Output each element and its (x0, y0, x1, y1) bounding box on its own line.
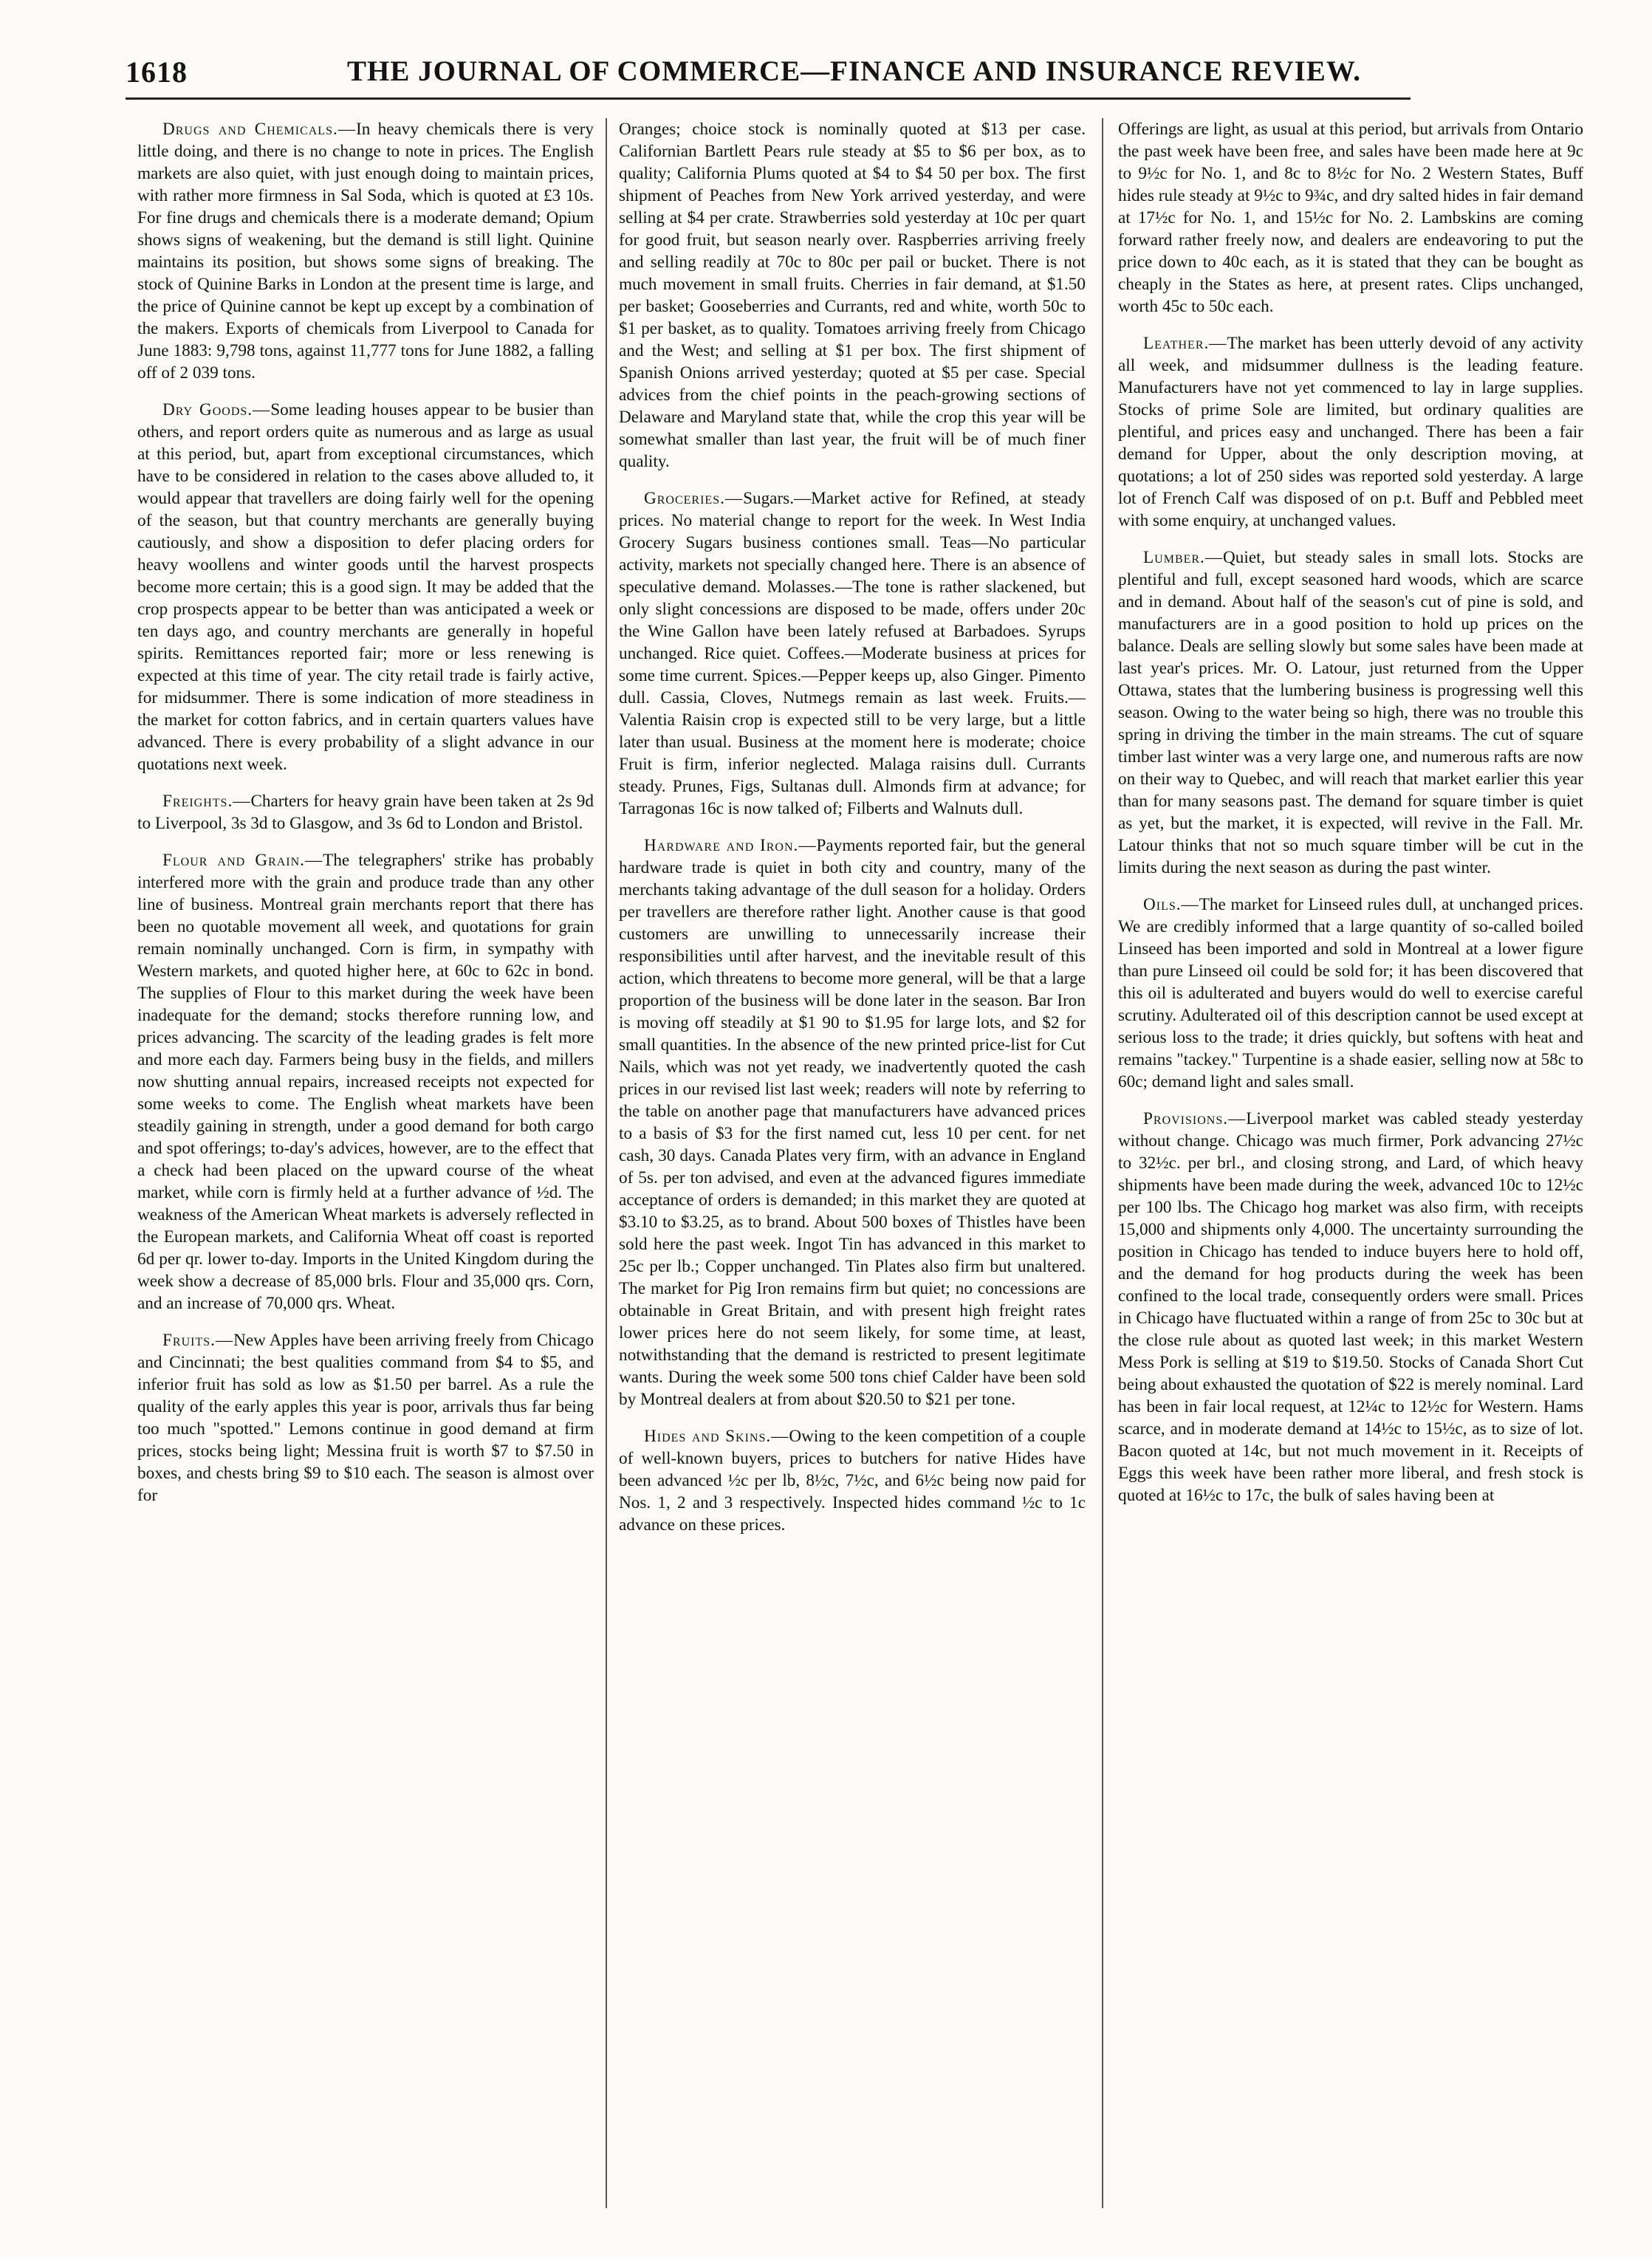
article-body: Owing to the keen competition of a couple of well-known buyers, prices to butchers for native Hides have been advanced ½c per lb, 8½c, 7½c, and 6½c being now paid for Nos. 1, 2 and 3 respectively. Inspected hides command ½c to 1c advance on these prices. (619, 1427, 1086, 1535)
article-heading: Fruits.— (162, 1331, 234, 1350)
article-body: The telegraphers' strike has probably interfered more with the grain and produce trade than any other line of business. Montreal grain merchants report that there has been no quotable movement all week, and quotations for grain remain nominally unchanged. Corn is firm, in sympathy with Western markets, and quoted higher here, at 60c to 62c in bond. The supplies of Flour to this market during the week have been inadequate for the demand; stocks therefore running low, and prices advancing. The scarcity of the leading grades is felt more and more each day. Farmers being busy in the fields, and millers now shutting annual repairs, increased receipts not expected for some weeks to come. The English wheat markets have been steadily gaining in strength, under a good demand for both cargo and spot offerings; to-day's advices, however, are to the effect that a check had been placed on the upward course of the wheat market, while corn is firmly held at a further advance of ½d. The weakness of the American Wheat markets is adversely reflected in the European markets, and California Wheat off coast is reported 6d per qr. lower to-day. Imports in the United Kingdom during the week show a decrease of 85,000 brls. Flour and 35,000 qrs. Corn, and an increase of 70,000 qrs. Wheat. (137, 851, 594, 1313)
article-heading: Hardware and Iron.— (644, 836, 817, 855)
article-heading: Leather.— (1143, 334, 1227, 353)
article-hides-continued (1118, 118, 1583, 318)
column-3 (1118, 118, 1583, 2208)
article-provisions (1118, 1108, 1583, 1506)
article-body: Charters for heavy grain have been taken at 2s 9d to Liverpool, 3s 3d to Glasgow, and 3s 6d to London and Bristol. (137, 792, 594, 833)
article-heading: Freights.— (162, 792, 251, 811)
article-hides-and-skins (619, 1425, 1086, 1536)
article-fruits-continued (619, 118, 1086, 473)
article-body: Payments reported fair, but the general hardware trade is quiet in both city and country, many of the merchants taking advantage of the dull season for a holiday. Orders per travellers are therefore rather light. Another cause is that good customers are unwilling to unnecessarily increase their responsibilities until after harvest, and the inevitable result of this action, which threatens to become more general, will be that a large proportion of the business will be done later in the season. Bar Iron is moving off steadily at $1 90 to $1.95 for large lots, and $2 for small quantities. In the absence of the new printed price-list for Cut Nails, which was not yet ready, we inadvertently quoted the cash prices in our revised list last week; readers will note by referring to the table on another page that manufacturers have advanced prices to a basis of $3 for the first named cut, less 10 per cent. for net cash, 30 days. Canada Plates very firm, with an advance in England of 5s. per ton advised, and even at the advanced figures immediate acceptance of orders is demanded; in this market they are quoted at $3.10 to $3.25, as to brand. About 500 boxes of Thistles have been sold here the past week. Ingot Tin has advanced in this market to 25c per lb.; Copper unchanged. Tin Plates also firm but unaltered. The market for Pig Iron remains firm but quiet; no concessions are obtainable in Great Britain, and with present high freight rates lower prices here do not seem likely, for some time, at least, notwithstanding that the demand is restricted to present legitimate wants. During the week some 500 tons chief Calder have been sold by Montreal dealers at from about $20.50 to $21 per tone. (619, 836, 1086, 1409)
article-heading: Oils.— (1143, 895, 1199, 914)
article-body: The market for Linseed rules dull, at unchanged prices. We are credibly informed that a large quantity of so-called boiled Linseed has been imported and sold in Montreal at a lower figure than pure Linseed oil could be sold for; it has been discovered that this oil is adulterated and buyers would do well to exercise careful scrutiny. Adulterated oil of this description cannot be used except at serious loss to the trade; it dries quickly, but softens with heat and remains "tackey." Turpentine is a shade easier, selling now at 58c to 60c; demand light and sales small. (1118, 895, 1583, 1091)
article-heading: Flour and Grain.— (162, 851, 323, 870)
article-body: In heavy chemicals there is very little doing, and there is no change to note in prices. The English markets are also quiet, with just enough doing to maintain prices, with rather more firmness in Sal Soda, which is quoted at £3 10s. For fine drugs and chemicals there is a moderate demand; Opium shows signs of weakening, but the demand is still light. Quinine maintains its position, but shows some signs of breaking. The stock of Quinine Barks in London at the present time is large, and the price of Quinine cannot be kept up except by a combination of the makers. Exports of chemicals from Liverpool to Canada for June 1883: 9,798 tons, against 11,777 tons for June 1882, a falling off of 2 039 tons. (137, 120, 594, 383)
article-hardware-and-iron (619, 834, 1086, 1410)
article-heading: Lumber.— (1143, 548, 1224, 567)
article-dry-goods (137, 399, 594, 775)
column-divider (1102, 118, 1103, 2208)
article-body: Offerings are light, as usual at this period, but arrivals from Ontario the past week have been free, and sales have been made here at 9c to 9½c for No. 1, and 8c to 8½c for No. 2 Western States, Buff hides rule steady at 9½c to 9¾c, and dry salted hides in fair demand at 17½c for No. 1, and 15½c for No. 2. Lambskins are coming forward rather freely now, and dealers are endeavoring to put the price down to 40c each, as it is stated that they can be bought as cheaply in the States as here, at present rates. Clips unchanged, worth 45c to 50c each. (1118, 120, 1583, 316)
article-body: Sugars.—Market active for Refined, at steady prices. No material change to report for the week. In West India Grocery Sugars business contiones small. Teas—No particular activity, markets not specially changed here. There is an absence of speculative demand. Molasses.—The tone is rather slackened, but only slight concessions are disposed to be made, offers under 20c the Wine Gallon have been lately refused at Barbadoes. Syrups unchanged. Rice quiet. Coffees.—Moderate business at prices for some time current. Spices.—Pepper keeps up, also Ginger. Pimento dull. Cassia, Cloves, Nutmegs remain as last week. Fruits.—Valentia Raisin crop is expected still to be very large, but a little later than usual. Business at the moment here is moderate; choice Fruit is firm, inferior neglected. Malaga raisins dull. Currants steady. Prunes, Figs, Sultanas dull. Almonds firm at advance; for Tarragonas 16c is now talked of; Filberts and Walnuts dull. (619, 489, 1086, 818)
article-heading: Hides and Skins.— (644, 1427, 789, 1446)
article-leather (1118, 332, 1583, 532)
article-fruits (137, 1329, 594, 1506)
article-heading: Provisions.— (1143, 1109, 1247, 1128)
article-heading: Dry Goods.— (162, 400, 271, 419)
column-divider (606, 118, 607, 2208)
article-body: Oranges; choice stock is nominally quoted at $13 per case. Californian Bartlett Pears rule steady at $5 to $6 per box, as to quality; California Plums quoted at $4 to $4 50 per box. The first shipment of Peaches from New York arrived yesterday, and were selling at $4 per crate. Strawberries sold yesterday at 10c per quart for good fruit, but season nearly over. Raspberries arriving freely and selling readily at 70c to 80c per pail or bucket. There is not much movement in small fruits. Cherries in fair demand, at $1.50 per basket; Gooseberries and Currants, red and white, worth 50c to $1 per basket, as to quality. Tomatoes arriving freely from Chicago and the West; and selling at $1 per box. The first shipment of Spanish Onions arrived yesterday; quoted at $5 per case. Special advices from the chief points in the peach-growing sections of Delaware and Maryland state that, while the crop this year will be somewhat smaller than last year, the fruit will be of much finer quality. (619, 120, 1086, 471)
article-freights (137, 790, 594, 834)
article-body: The market has been utterly devoid of any activity all week, and midsummer dullness is the leading feature. Manufacturers have not yet commenced to lay in large supplies. Stocks of prime Sole are limited, but ordinary qualities are plentiful, and prices easy and unchanged. There has been a fair demand for Upper, about the only description moving, at quotations; a lot of 250 sides was reported sold yesterday. A large lot of French Calf was disposed of on p.t. Buff and Pebbled meet with some enquiry, at unchanged values. (1118, 334, 1583, 530)
article-body: Some leading houses appear to be busier than others, and report orders quite as numerous and as large as usual at this period, but, apart from exceptional circumstances, which have to be considered in relation to the cases above alluded to, it would appear that travellers are doing fairly well for the opening of the season, but that country merchants are generally buying cautiously, and show a disposition to defer placing orders for heavy woollens and winter goods until the harvest prospects become more certain; this is a good sign. It may be added that the crop prospects appear to be better than was anticipated a week or ten days ago, and country merchants are generally in hopeful spirits. Remittances reported fair; more or less renewing is expected at this time of year. The city retail trade is fairly active, for midsummer. There is some indication of more steadiness in the market for cotton fabrics, and in certain quarters values have advanced. There is every probability of a slight advance in our quotations next week. (137, 400, 594, 774)
journal-title: THE JOURNAL OF COMMERCE—FINANCE AND INSURANCE REVIEW. (347, 55, 1361, 87)
article-lumber (1118, 546, 1583, 879)
page-number: 1618 (126, 55, 188, 89)
article-drugs-and-chemicals (137, 118, 594, 384)
article-heading: Groceries.— (644, 489, 744, 508)
article-oils (1118, 894, 1583, 1093)
article-flour-and-grain (137, 849, 594, 1314)
column-1 (137, 118, 594, 2208)
article-body: New Apples have been arriving freely from Chicago and Cincinnati; the best qualities command from $4 to $5, and inferior fruit has sold as low as $1.50 per barrel. As a rule the quality of the early apples this year is poor, arrivals thus far being too much "spotted." Lemons continue in good demand at firm prices, stocks being light; Messina fruit is worth $7 to $7.50 in boxes, and chests bring $9 to $10 each. The season is almost over for (137, 1331, 594, 1505)
article-body: Quiet, but steady sales in small lots. Stocks are plentiful and full, except seasoned hard woods, which are scarce and in demand. About half of the season's cut of pine is sold, and manufacturers are in a good position to hold up prices on the balance. Deals are selling slowly but some sales have been made at last year's prices. Mr. O. Latour, just returned from the Upper Ottawa, states that the lumbering business is progressing well this season. Owing to the water being so high, there was no trouble this spring in driving the timber in the main streams. The cut of square timber last winter was a very large one, and numerous rafts are now on their way to Quebec, and will reach that market earlier this year than for many seasons past. The demand for square timber is quiet as yet, but the market, it is expected, will revive in the Fall. Mr. Latour thinks that not so much square timber will be cut in the limits during the next season as during the past winter. (1118, 548, 1583, 877)
header-rule (126, 97, 1411, 100)
article-heading: Drugs and Chemicals.— (162, 120, 356, 139)
article-groceries (619, 487, 1086, 820)
article-body: Liverpool market was cabled steady yesterday without change. Chicago was much firmer, Pork advancing 27½c to 32½c. per brl., and closing strong, and Lard, of which heavy shipments have been made during the week, advanced 10c to 12½c per 100 lbs. The Chicago hog market was also firm, with receipts 15,000 and shipments only 4,000. The uncertainty surrounding the position in Chicago has tended to induce buyers here to hold off, and the demand for hog products during the week has been confined to the local trade, consequently orders were small. Prices in Chicago have fluctuated within a range of from 25c to 30c but at the close rule about as quoted last week; in this market Western Mess Pork is selling at $19 to $19.50. Stocks of Canada Short Cut being about exhausted the quotation of $22 is merely nominal. Lard has been in fair local request, at 12¼c to 12½c for Western. Hams scarce, and in moderate demand at 14½c to 15½c, as to size of lot. Bacon quoted at 14c, but not much movement in it. Receipts of Eggs this week have been rather more liberal, and fresh stock is quoted at 16½c to 17c, the bulk of sales having been at (1118, 1109, 1583, 1505)
column-2 (619, 118, 1086, 2208)
page-header (126, 55, 1411, 93)
